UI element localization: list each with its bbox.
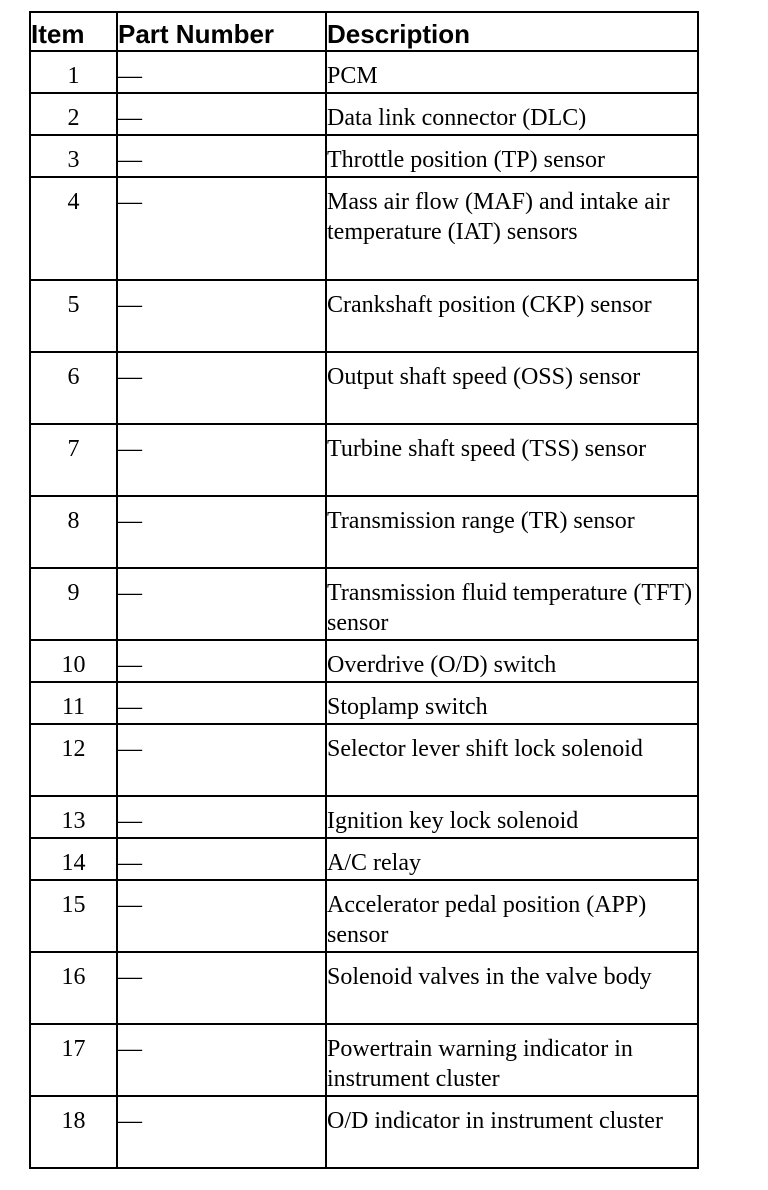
column-header-item: Item [30,12,117,51]
part-number-cell: — [117,640,326,682]
description-cell: A/C relay [326,838,698,880]
part-number-cell: — [117,1096,326,1168]
description-cell: Powertrain warning indicator in instrument cluster [326,1024,698,1096]
item-cell: 15 [30,880,117,952]
part-number-cell: — [117,1024,326,1096]
table-row [30,424,698,496]
table-row [30,640,698,682]
description-cell: Ignition key lock solenoid [326,796,698,838]
table-row [30,51,698,93]
item-cell: 9 [30,568,117,640]
table-row [30,952,698,1024]
table-row [30,352,698,424]
table-body [30,51,698,1168]
item-cell: 4 [30,177,117,280]
item-cell: 10 [30,640,117,682]
part-number-cell: — [117,352,326,424]
part-number-cell: — [117,880,326,952]
description-cell: Turbine shaft speed (TSS) sensor [326,424,698,496]
item-cell: 16 [30,952,117,1024]
item-cell: 6 [30,352,117,424]
description-cell: Crankshaft position (CKP) sensor [326,280,698,352]
description-cell: Transmission fluid temperature (TFT) sensor [326,568,698,640]
part-number-cell: — [117,135,326,177]
table-row [30,496,698,568]
table-row [30,880,698,952]
column-header-part-number: Part Number [117,12,326,51]
parts-table [29,11,699,1169]
table-row [30,177,698,280]
table-row [30,1096,698,1168]
part-number-cell: — [117,682,326,724]
description-cell: Mass air flow (MAF) and intake air temperature (IAT) sensors [326,177,698,280]
part-number-cell: — [117,93,326,135]
part-number-cell: — [117,796,326,838]
table-row [30,568,698,640]
description-cell: Data link connector (DLC) [326,93,698,135]
part-number-cell: — [117,838,326,880]
part-number-cell: — [117,724,326,796]
table-row [30,1024,698,1096]
part-number-cell: — [117,568,326,640]
description-cell: Transmission range (TR) sensor [326,496,698,568]
column-header-description: Description [326,12,698,51]
table-header-row [30,12,698,51]
description-cell: Output shaft speed (OSS) sensor [326,352,698,424]
item-cell: 13 [30,796,117,838]
part-number-cell: — [117,496,326,568]
table-row [30,93,698,135]
description-cell: Accelerator pedal position (APP) sensor [326,880,698,952]
item-cell: 11 [30,682,117,724]
description-cell: Throttle position (TP) sensor [326,135,698,177]
description-cell: Selector lever shift lock solenoid [326,724,698,796]
description-cell: PCM [326,51,698,93]
part-number-cell: — [117,177,326,280]
part-number-cell: — [117,424,326,496]
description-cell: Overdrive (O/D) switch [326,640,698,682]
item-cell: 12 [30,724,117,796]
table-row [30,724,698,796]
table-row [30,796,698,838]
description-cell: Solenoid valves in the valve body [326,952,698,1024]
description-cell: Stoplamp switch [326,682,698,724]
item-cell: 5 [30,280,117,352]
item-cell: 1 [30,51,117,93]
item-cell: 8 [30,496,117,568]
item-cell: 14 [30,838,117,880]
item-cell: 17 [30,1024,117,1096]
item-cell: 2 [30,93,117,135]
table-row [30,838,698,880]
part-number-cell: — [117,51,326,93]
item-cell: 7 [30,424,117,496]
part-number-cell: — [117,280,326,352]
table-row [30,135,698,177]
table-row [30,682,698,724]
part-number-cell: — [117,952,326,1024]
item-cell: 18 [30,1096,117,1168]
description-cell: O/D indicator in instrument cluster [326,1096,698,1168]
table-row [30,280,698,352]
item-cell: 3 [30,135,117,177]
